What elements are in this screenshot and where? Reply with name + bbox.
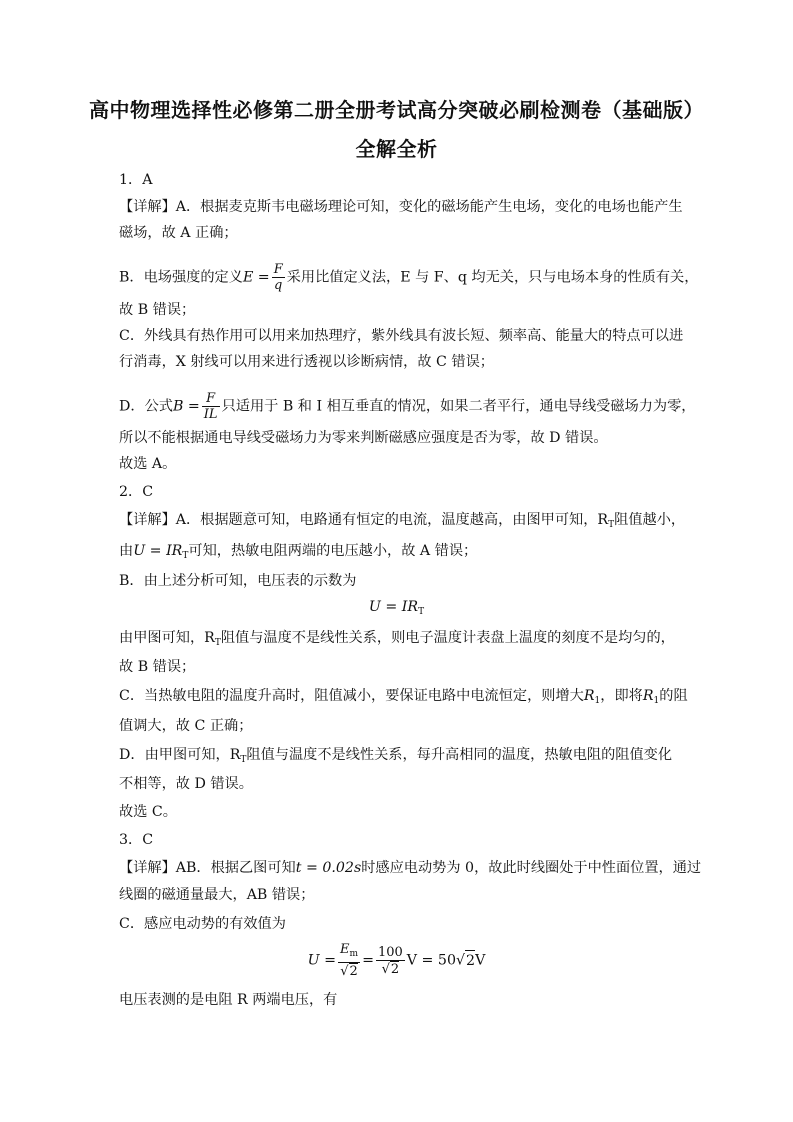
q1-d-fraction	[202, 391, 220, 422]
q3-frac2-num: 100	[377, 944, 403, 960]
q1-option-d-cont: 所以不能根据通电导线受磁场力为零来判断磁感应强度是否为零，故 D 错误。	[119, 430, 608, 446]
q2-a1-sub: T	[608, 520, 615, 530]
q1-final: 故选 A。	[119, 456, 177, 472]
q1-b-post: 采用比值定义法，E 与 F、q 均无关，只与电场本身的性质有关，	[286, 269, 699, 286]
q1-detail-a: 【详解】A．根据麦克斯韦电磁场理论可知，变化的磁场能产生电场，变化的电场也能产生	[119, 199, 683, 215]
q1-b-pre: B．电场强度的定义	[119, 269, 243, 286]
q2-option-b-cont: 故 B 错误；	[119, 659, 196, 675]
q3-frac1-num	[338, 942, 360, 963]
q2-option-c-cont: 值调大，故 C 正确；	[119, 718, 253, 734]
q1-d-pre: D．公式	[119, 398, 173, 415]
q3-ab1-pre: 【详解】AB．根据乙图可知	[119, 860, 296, 876]
q3-eq-mid: =	[362, 952, 374, 969]
q2-final: 故选 C。	[119, 804, 177, 820]
q3-eq-lhs: U =	[307, 952, 337, 969]
q2-d1-sub: T	[240, 755, 247, 765]
q2-c1-end: 的阻	[659, 688, 688, 704]
q2-b2-sub: T	[214, 638, 221, 648]
q2-c1-sub: 1	[594, 696, 601, 706]
q3-frac1-den	[338, 963, 360, 979]
q2-option-d-cont: 不相等，故 D 错误。	[119, 776, 253, 792]
sqrt-icon: √	[340, 964, 349, 979]
q3-detail-ab	[119, 858, 702, 878]
q2-option-c	[119, 686, 688, 711]
q2-c1-r2: R	[642, 688, 654, 704]
q2-equation	[0, 597, 793, 622]
q3-answer: 3．C	[119, 832, 154, 848]
q2-a2-sub: T	[182, 551, 189, 561]
q1-b-eq-lhs: E =	[242, 269, 270, 286]
q2-detail-a	[119, 510, 686, 535]
q2-c1-r: R	[583, 688, 595, 704]
q3-eq-root: 2	[465, 950, 475, 971]
q1-option-c-cont: 行消毒，X 射线可以用来进行透视以诊断病情，故 C 错误；	[119, 354, 494, 370]
q1-d-numerator: F	[202, 391, 220, 407]
q3-frac1-den-radicand: 2	[349, 964, 358, 979]
q3-option-c-cont: 电压表测的是电阻 R 两端电压，有	[119, 992, 338, 1008]
q1-detail-a-cont: 磁场，故 A 正确；	[119, 225, 238, 241]
q3-frac1-num-sub: m	[349, 949, 359, 959]
q2-eq-text: U = IR	[368, 599, 419, 615]
q2-a2-pre: 由	[119, 543, 134, 559]
q2-c1-sub2: 1	[653, 696, 660, 706]
q2-option-d	[119, 745, 679, 770]
q3-ab1-post: 时感应电动势为 0，故此时线圈处于中性面位置，通过	[361, 860, 702, 876]
q1-option-d	[119, 391, 696, 422]
q3-frac1-num-e: E	[340, 942, 350, 957]
q2-answer: 2．C	[119, 484, 154, 500]
q3-fraction-2	[376, 945, 405, 977]
q1-answer: 1．A	[119, 172, 153, 188]
q1-d-post: 只适用于 B 和 I 相互垂直的情况，如果二者平行，通电导线受磁场力为零，	[221, 398, 696, 415]
q1-b-fraction	[272, 262, 285, 293]
q3-eq-unit2: V	[475, 952, 486, 969]
document-title: 高中物理选择性必修第二册全册考试高分突破必刷检测卷（基础版）	[89, 98, 704, 122]
q1-b-denominator: q	[274, 278, 283, 293]
q2-option-b-explain	[119, 628, 679, 653]
q1-option-c: C．外线具有热作用可以用来加热理疗，紫外线具有波长短、频率高、能量大的特点可以进	[119, 328, 684, 344]
q1-d-eq-lhs: B =	[172, 398, 200, 415]
q3-option-c: C．感应电动势的有效值为	[119, 916, 286, 932]
q2-eq-sub: T	[418, 607, 425, 617]
q2-c1-pre: C．当热敏电阻的温度升高时，阻值减小，要保证电路中电流恒定，则增大	[119, 688, 584, 704]
q1-d-denominator: IL	[203, 407, 218, 422]
q1-b-numerator: F	[273, 262, 283, 277]
q2-option-b: B．由上述分析可知，电压表的示数为	[119, 573, 357, 589]
q2-a1-end: 阻值越小，	[614, 512, 686, 528]
q1-option-b	[119, 262, 699, 293]
q3-fraction-1	[338, 942, 360, 979]
q2-a2-eq: U = IR	[133, 543, 183, 559]
q2-b2-post: 阻值与温度不是线性关系，则电子温度计表盘上温度的刻度不是均匀的，	[220, 630, 675, 646]
q3-ab1-eq: t = 0.02s	[295, 860, 362, 876]
q2-detail-a-cont	[119, 541, 679, 566]
q3-equation	[0, 942, 793, 979]
q2-a1: 【详解】A．根据题意可知，电路通有恒定的电流，温度越高，由图甲可知，R	[119, 512, 609, 528]
sqrt-icon: √	[456, 952, 466, 969]
q3-detail-ab-cont: 线圈的磁通量最大，AB 错误；	[119, 887, 315, 903]
q2-c1-mid: ，即将	[600, 688, 643, 704]
q1-option-b-cont: 故 B 错误；	[119, 302, 196, 318]
q2-b2-pre: 由甲图可知，R	[119, 630, 215, 646]
q2-d1-pre: D．由甲图可知，R	[119, 747, 241, 763]
q2-a2-post: 可知，热敏电阻两端的电压越小，故 A 错误；	[188, 543, 478, 559]
q3-eq-unit1: V = 50	[406, 952, 456, 969]
document-subtitle: 全解全析	[355, 137, 438, 161]
q2-d1-post: 阻值与温度不是线性关系，每升高相同的温度，热敏电阻的阻值变化	[246, 747, 673, 763]
q3-frac2-den-radicand: 2	[390, 961, 400, 977]
q3-frac2-den	[376, 961, 405, 977]
sqrt-icon: √	[381, 961, 390, 977]
